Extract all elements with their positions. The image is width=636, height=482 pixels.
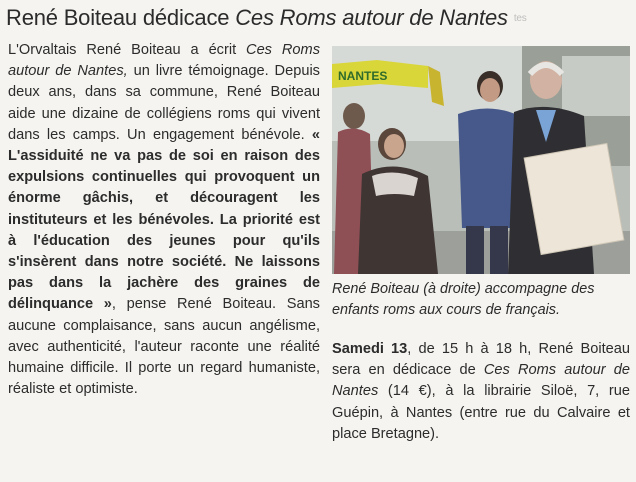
scarf-text: NANTES	[338, 69, 388, 83]
headline-lead: René Boiteau dédicace	[6, 5, 236, 30]
headline-faded-mark: tes	[513, 13, 527, 25]
article-paragraph	[8, 40, 320, 400]
article-text: un livre témoignage. Depuis deux ans, dans sa commune, René Boiteau aide une dizaine de collégiens roms qui vivent dans les camps. Un engagement bénévole.	[8, 63, 320, 143]
article-quote: « L'assiduité ne va pas de soi en raison des expulsions continuelles qui provoquent un énorme gâchis, et découragent les instituteurs et les bénévoles. La priorité est à l'éducation des jeunes pour qu'ils s'insèrent dans notre société. Ne laissons pas dans la jachère des graines de délinquance »	[8, 126, 320, 313]
photo-illustration	[332, 46, 630, 274]
article-body	[8, 40, 320, 400]
right-column	[332, 46, 630, 445]
photo-caption: René Boiteau (à droite) accompagne des enfants roms aux cours de français.	[332, 281, 595, 318]
headline	[6, 4, 630, 33]
event-book-title: Ces Roms autour de Nantes	[332, 362, 630, 400]
article-book-title: Ces Roms autour de Nantes,	[8, 42, 320, 80]
event-location: (14 €), à la librairie Siloë, 7, rue Guépin, à Nantes (entre rue du Calvaire et place Bretagne).	[332, 383, 630, 442]
news-photo	[332, 46, 630, 274]
article-conclusion: , pense René Boiteau. Sans aucune complaisance, sans aucun angélisme, avec authenticité, l'auteur raconte une réalité humaine difficile. Il porte un regard humaniste, réaliste et optimiste.	[8, 296, 320, 398]
event-date: Samedi 13	[332, 341, 408, 357]
article-intro: L'Orvaltais René Boiteau a écrit	[8, 42, 247, 58]
headline-book-title: Ces Roms autour de Nantes	[235, 5, 508, 30]
event-details: , de 15 h à 18 h, René Boiteau sera en dédicace de	[332, 341, 630, 379]
event-announcement	[332, 339, 630, 445]
